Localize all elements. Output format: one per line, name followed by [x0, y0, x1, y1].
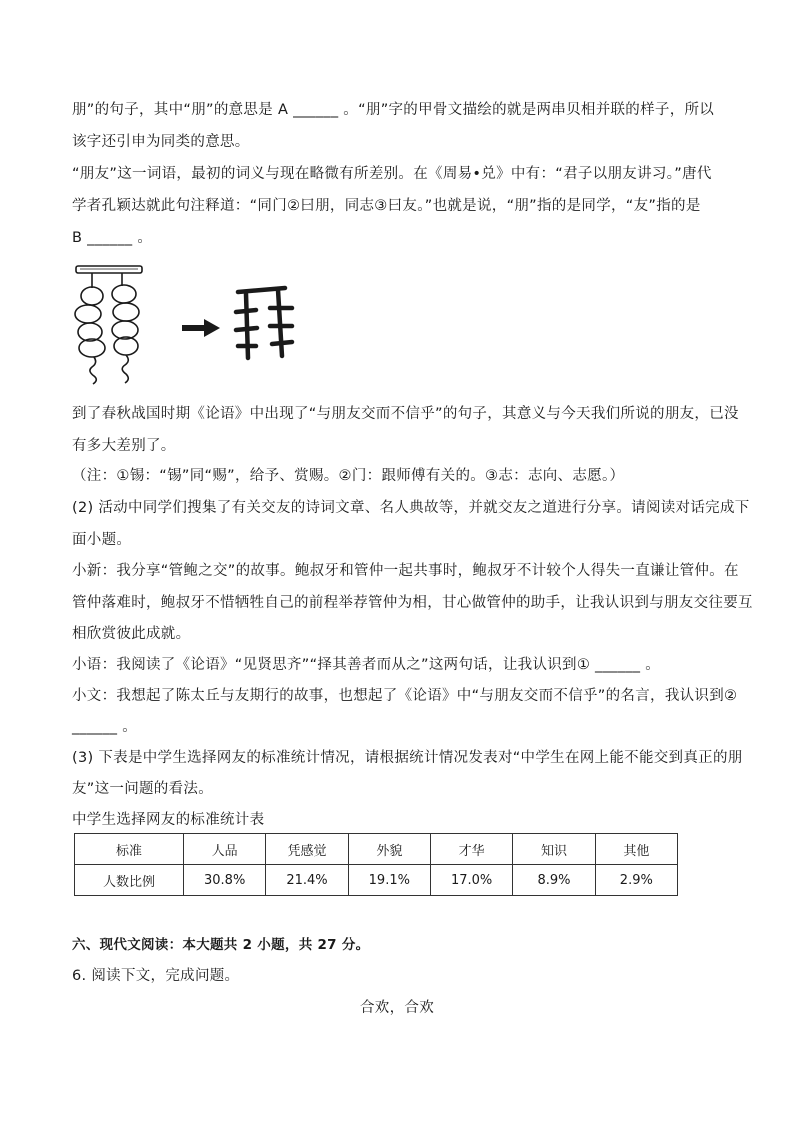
table-cell: 人品 [184, 834, 266, 865]
shell-strings-drawing [75, 266, 142, 384]
paragraph-1-line-2: 该字还引申为同类的意思。 [72, 134, 250, 150]
article-title: 合欢，合欢 [360, 1000, 434, 1016]
paragraph-2-line-2: 学者孔颖达就此句注释道：“同门②曰朋，同志③曰友。”也就是说，“朋”指的是同学，“友”指的是 [72, 198, 701, 214]
table-cell: 凭感觉 [266, 834, 348, 865]
xiaoxin-line-3: 相欣赏彼此成就。 [72, 626, 191, 642]
paragraph-3-line-1: 到了春秋战国时期《论语》中出现了“与朋友交而不信乎”的句子，其意义与今天我们所说的朋友，已没 [72, 406, 739, 422]
table-cell: 人数比例 [75, 865, 184, 896]
question-2-line-2: 面小题。 [72, 532, 132, 548]
paragraph-1-line-1: 朋”的句子，其中“朋”的意思是 A ______ 。“朋”字的甲骨文描绘的就是两串贝相并联的样子，所以 [72, 102, 715, 118]
annotation-note: （注：①锡：“锡”同“赐”，给予、赏赐。②门：跟师傅有关的。③志：志向、志愿。） [72, 468, 625, 484]
paragraph-2-line-1: “朋友”这一词语，最初的词义与现在略微有所差别。在《周易•兑》中有：“君子以朋友讲习。”唐代 [72, 166, 712, 182]
friend-criteria-table [74, 833, 678, 896]
paragraph-3-line-2: 有多大差别了。 [72, 438, 176, 454]
question-2-line-1: (2) 活动中同学们搜集了有关交友的诗词文章、名人典故等，并就交友之道进行分享。请阅读对话完成下 [72, 500, 750, 516]
table-row [75, 865, 678, 896]
table-cell: 30.8% [184, 865, 266, 896]
table-cell: 17.0% [430, 865, 512, 896]
xiaoxin-line-2: 管仲落难时，鲍叔牙不惜牺牲自己的前程举荐管仲为相，甘心做管仲的助手，让我认识到与朋友交往要互 [72, 595, 753, 611]
xiaowen-line-2: ______ 。 [72, 719, 138, 735]
table-cell: 21.4% [266, 865, 348, 896]
paragraph-2-line-3: B ______ 。 [72, 230, 153, 246]
question-6-instruction: 6. 阅读下文，完成问题。 [72, 968, 240, 984]
table-cell: 外貌 [348, 834, 430, 865]
xiaoxin-line-1: 小新：我分享“管鲍之交”的故事。鲍叔牙和管仲一起共事时，鲍叔牙不计较个人得失一直谦让管仲。在 [72, 563, 739, 579]
question-3-line-1: (3) 下表是中学生选择网友的标准统计情况，请根据统计情况发表对“中学生在网上能不能交到真正的朋 [72, 750, 743, 766]
table-cell: 19.1% [348, 865, 430, 896]
table-cell: 2.9% [595, 865, 677, 896]
table-cell: 标准 [75, 834, 184, 865]
table-cell: 知识 [513, 834, 595, 865]
right-arrow-icon [182, 319, 220, 337]
table-cell: 其他 [595, 834, 677, 865]
table-cell: 才华 [430, 834, 512, 865]
table-cell: 8.9% [513, 865, 595, 896]
table-header-row [75, 834, 678, 865]
section-6-heading: 六、现代文阅读：本大题共 2 小题，共 27 分。 [72, 937, 370, 953]
question-3-line-2: 友”这一问题的看法。 [72, 781, 214, 797]
oracle-bone-peng-character [236, 288, 292, 358]
peng-character-illustration [70, 260, 310, 390]
xiaoyu-line: 小语：我阅读了《论语》“见贤思齐”“择其善者而从之”这两句话，让我认识到① ______ 。 [72, 657, 661, 673]
table-caption: 中学生选择网友的标准统计表 [72, 812, 265, 828]
xiaowen-line-1: 小文：我想起了陈太丘与友期行的故事，也想起了《论语》中“与朋友交而不信乎”的名言，我认识到② [72, 688, 738, 704]
